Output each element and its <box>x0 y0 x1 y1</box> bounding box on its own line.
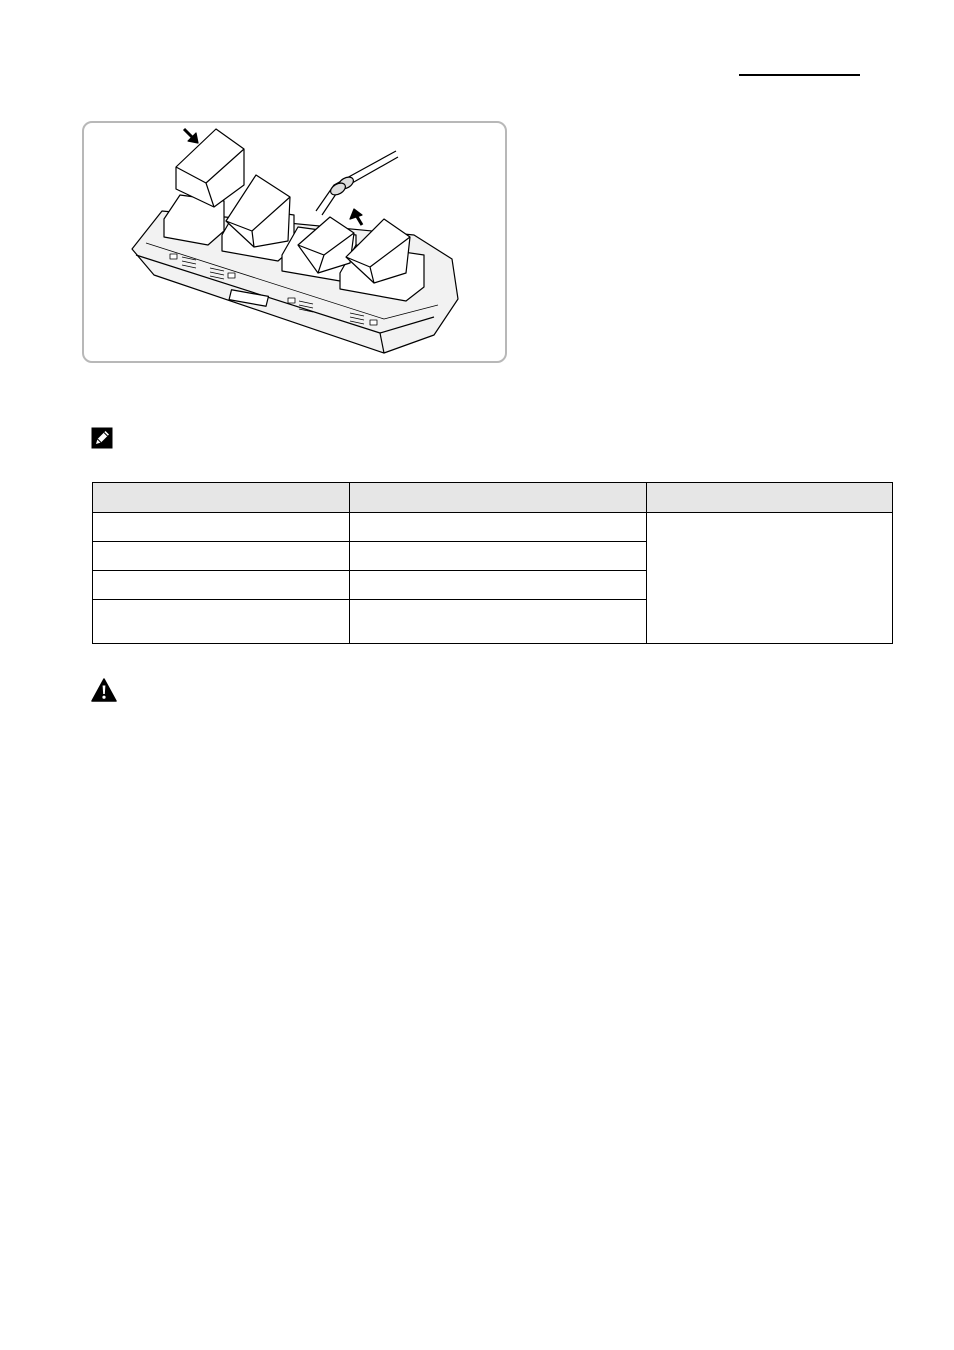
table-cell <box>350 600 647 644</box>
table-cell-merged <box>647 513 893 644</box>
power-cable <box>316 151 398 215</box>
table-cell <box>93 542 350 571</box>
table-cell <box>350 513 647 542</box>
multi-battery-charger-illustration <box>84 123 507 363</box>
header-rule <box>739 74 860 76</box>
spec-table <box>92 482 893 644</box>
table-cell <box>350 542 647 571</box>
table-header-row <box>93 483 893 513</box>
table-header-cell <box>93 483 350 513</box>
figure-frame <box>82 121 507 363</box>
table-header-cell <box>350 483 647 513</box>
table-header-cell <box>647 483 893 513</box>
pencil-note-icon <box>91 427 113 449</box>
table-cell <box>93 513 350 542</box>
table-row <box>93 513 893 542</box>
table-cell <box>93 571 350 600</box>
table-cell <box>93 600 350 644</box>
insert-arrow-icon <box>184 129 198 143</box>
warning-triangle-icon <box>91 678 117 702</box>
table-cell <box>350 571 647 600</box>
remove-arrow-icon <box>350 209 362 225</box>
